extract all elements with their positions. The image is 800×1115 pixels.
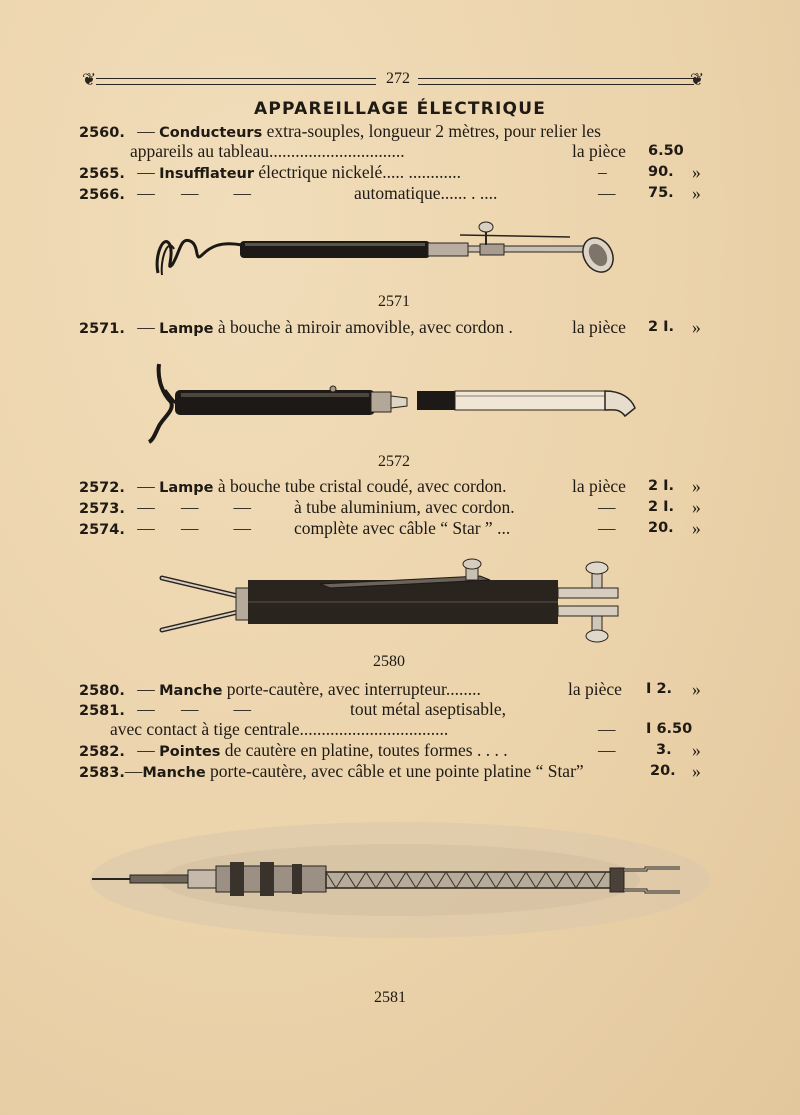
item-number: 2581. [79, 703, 125, 719]
price-suffix: » [692, 518, 701, 538]
leader-dots: ...... . .... [440, 183, 498, 203]
dash: — [124, 761, 143, 781]
price-value: 3. [656, 742, 672, 758]
price-unit: la pièce [572, 476, 626, 496]
price-suffix: » [692, 317, 701, 337]
ornament-right-icon: ❦ [690, 70, 705, 90]
item-number: 2573. [79, 501, 125, 517]
entry-2573 [79, 497, 251, 519]
item-number: 2582. [79, 744, 125, 760]
ornament-left-icon: ❦ [82, 70, 97, 90]
item-number: 2571. [79, 321, 125, 337]
item-keyword: Pointes [159, 744, 221, 760]
item-description: à tube aluminium, avec cordon. [294, 497, 515, 517]
item-keyword: Lampe [159, 480, 214, 496]
price-value: I 6.50 [646, 721, 693, 737]
ditto-marks: — — — [137, 518, 251, 538]
ditto-marks: — — — [137, 497, 251, 517]
ditto-marks: — — — [137, 699, 251, 719]
price-value: 75. [648, 185, 674, 201]
dash: — [137, 679, 155, 699]
item-number: 2560. [79, 125, 125, 141]
item-description: complète avec câble “ Star ” ... [294, 518, 511, 538]
item-number: 2566. [79, 187, 125, 203]
price-value: 20. [650, 763, 676, 779]
item-number: 2583. [79, 765, 125, 781]
entry-2565 [79, 162, 461, 184]
entry-2572 [79, 476, 506, 498]
price-suffix: » [692, 761, 701, 781]
leader-dots: ........ [445, 679, 481, 699]
item-number: 2580. [79, 683, 125, 699]
figure-caption-2580: 2580 [373, 653, 405, 670]
price-suffix: » [692, 162, 701, 182]
dash: — [137, 740, 155, 760]
page-number: 272 [386, 70, 410, 87]
entry-2560-line1 [79, 121, 601, 143]
entry-2580 [79, 679, 481, 701]
leader-dots: .................................. [299, 719, 449, 739]
price-unit: la pièce [568, 679, 622, 699]
item-number: 2574. [79, 522, 125, 538]
dash: — [137, 121, 155, 141]
entry-2571 [79, 317, 513, 339]
entry-2581-line1 [79, 699, 251, 721]
item-description: électrique nickelé [258, 162, 383, 182]
price-unit: — [598, 497, 616, 517]
dash: — [137, 317, 155, 337]
price-value: I 2. [646, 681, 673, 697]
price-value: 6.50 [648, 143, 684, 159]
leader-dots: ............................... [268, 141, 405, 161]
item-keyword: Conducteurs [159, 125, 263, 141]
header-rule-left [96, 78, 376, 85]
price-unit: la pièce [572, 141, 626, 161]
price-unit: — [598, 719, 616, 739]
leader-dots: ..... ............ [382, 162, 462, 182]
entry-2560-line2 [130, 141, 405, 161]
dash: — [137, 476, 155, 496]
price-suffix: » [692, 476, 701, 496]
item-description: de cautère en platine, toutes formes . . . . [224, 740, 508, 760]
entry-2566-text [354, 183, 497, 203]
page-header [82, 70, 706, 92]
entry-2566 [79, 183, 251, 205]
price-value: 2 I. [648, 478, 675, 494]
entry-2581-line2 [110, 719, 448, 739]
figure-caption-2571: 2571 [378, 293, 410, 310]
price-suffix: » [692, 497, 701, 517]
ditto-marks: — — — [137, 183, 251, 203]
price-suffix: » [692, 740, 701, 760]
price-value: 90. [648, 164, 674, 180]
price-value: 20. [648, 520, 674, 536]
item-description: porte-cautère, avec interrupteur [226, 679, 446, 699]
lamp-mirror-illustration [150, 215, 620, 285]
price-value: 2 I. [648, 319, 675, 335]
entry-2583 [79, 761, 584, 783]
item-keyword: Lampe [159, 321, 214, 337]
item-description-cont: appareils au tableau [130, 141, 269, 161]
price-unit: — [598, 740, 616, 760]
item-number: 2572. [79, 480, 125, 496]
entry-2574 [79, 518, 251, 540]
cautery-handle-metal-illustration [70, 818, 710, 948]
lamp-tube-illustration [145, 360, 645, 445]
cautery-handle-switch-illustration [160, 558, 630, 648]
price-unit: la pièce [572, 317, 626, 337]
header-rule-right [418, 78, 694, 85]
item-keyword: Manche [159, 683, 223, 699]
item-description-cont: avec contact à tige centrale [110, 719, 300, 739]
item-description: à bouche à miroir amovible, avec cordon . [217, 317, 513, 337]
figure-caption-2581: 2581 [374, 989, 406, 1006]
item-description: à bouche tube cristal coudé, avec cordon. [217, 476, 507, 496]
item-keyword: Insufflateur [159, 166, 255, 182]
item-description: tout métal aseptisable, [350, 699, 506, 719]
price-unit: — [598, 518, 616, 538]
entry-2582 [79, 740, 508, 762]
item-number: 2565. [79, 166, 125, 182]
price-unit: – [598, 162, 607, 182]
price-value: 2 I. [648, 499, 675, 515]
item-description: porte-cautère, avec câble et une pointe platine “ Star” [210, 761, 584, 781]
item-description: extra-souples, longueur 2 mètres, pour relier les [266, 121, 601, 141]
price-suffix: » [692, 183, 701, 203]
dash: — [137, 162, 155, 182]
price-suffix: » [692, 679, 701, 699]
price-unit: — [598, 183, 616, 203]
item-keyword: Manche [142, 765, 206, 781]
page-title: APPAREILLAGE ÉLECTRIQUE [253, 99, 547, 119]
figure-caption-2572: 2572 [378, 453, 410, 470]
item-description: automatique [354, 183, 441, 203]
